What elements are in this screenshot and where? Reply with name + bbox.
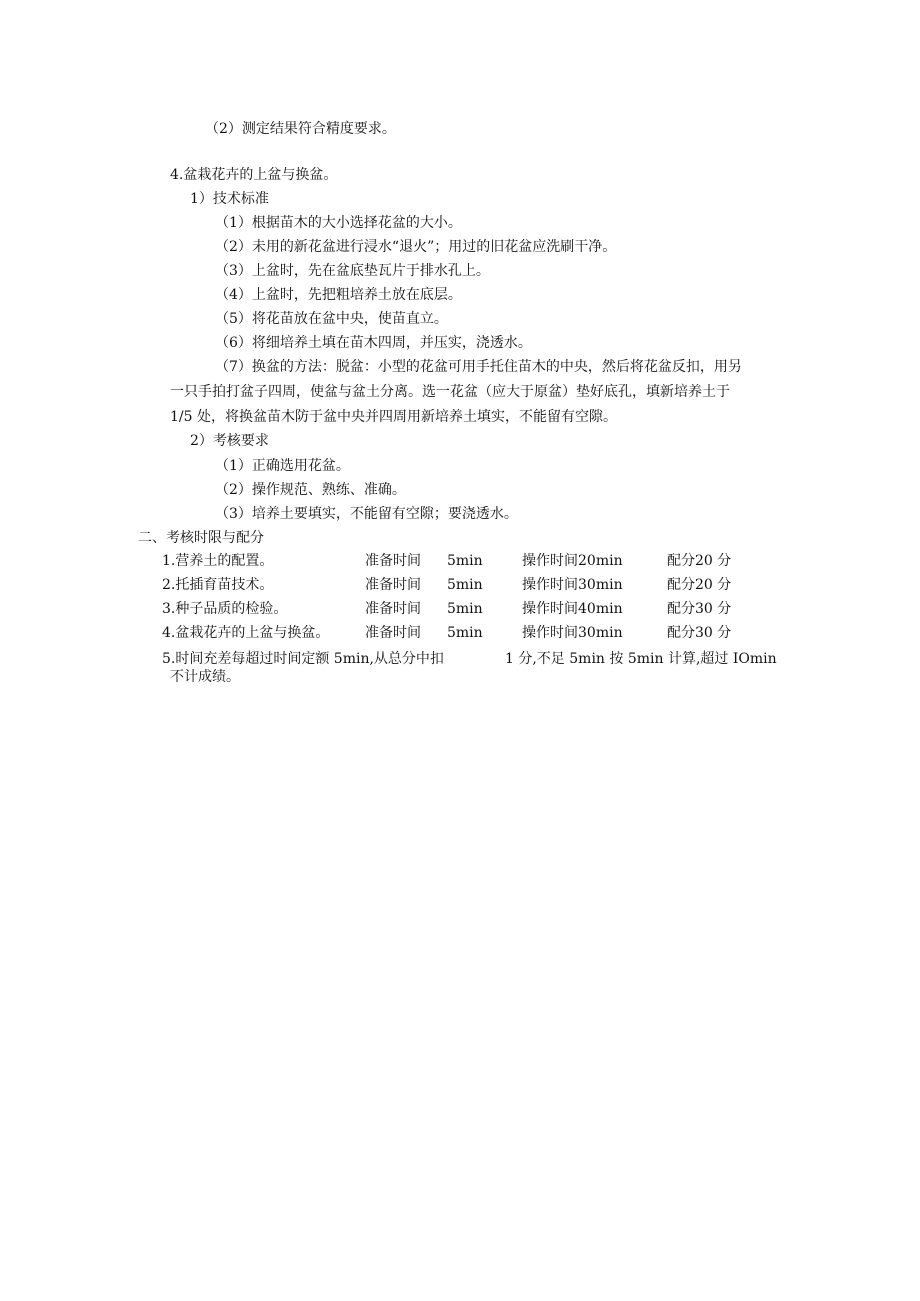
tech-item: （2）未用的新花盆进行浸水“退火”；用过的旧花盆应洗刷干净。 xyxy=(215,239,617,255)
task-name: 2.托插育苗技术。 xyxy=(162,577,274,593)
prep-label: 准备时间 xyxy=(365,625,421,641)
assess-heading: 2）考核要求 xyxy=(190,433,269,449)
assess-item: （3）培养土要填实，不能留有空隙；要浇透水。 xyxy=(215,506,518,522)
tech-heading: 1）技术标准 xyxy=(190,191,269,207)
top-item: （2）测定结果符合精度要求。 xyxy=(205,121,396,137)
prep-label: 准备时间 xyxy=(365,577,421,593)
prep-time: 5min xyxy=(447,601,483,617)
score: 配分20 分 xyxy=(667,553,732,569)
time-penalty-note: 5.时间充差每超过时间定额 5min,从总分中扣 xyxy=(162,651,444,667)
section2-heading: 二、考核时限与配分 xyxy=(138,530,264,546)
op-time: 操作时间30min xyxy=(522,625,623,641)
score: 配分30 分 xyxy=(667,625,732,641)
score: 配分30 分 xyxy=(667,601,732,617)
time-penalty-note: 1 分,不足 5min 按 5min 计算,超过 IOmin xyxy=(505,651,777,667)
assess-item: （1）正确选用花盆。 xyxy=(215,458,350,474)
task-name: 3.种子品质的检验。 xyxy=(162,601,288,617)
op-time: 操作时间20min xyxy=(522,553,623,569)
tech-item: （3）上盆时，先在盆底垫瓦片于排水孔上。 xyxy=(215,263,490,279)
tech-item: （5）将花苗放在盆中央，使苗直立。 xyxy=(215,311,448,327)
tech-item: （4）上盆时，先把粗培养土放在底层。 xyxy=(215,287,462,303)
tech-item: （1）根据苗木的大小选择花盆的大小。 xyxy=(215,215,462,231)
prep-time: 5min xyxy=(447,577,483,593)
assess-item: （2）操作规范、熟练、准确。 xyxy=(215,482,406,498)
prep-label: 准备时间 xyxy=(365,553,421,569)
prep-label: 准备时间 xyxy=(365,601,421,617)
prep-time: 5min xyxy=(447,625,483,641)
time-penalty-note: 不计成绩。 xyxy=(170,669,240,685)
score: 配分20 分 xyxy=(667,577,732,593)
item7-line: 一只手拍打盆子四周，使盆与盆土分离。选一花盆（应大于原盆）垫好底孔，填新培养土于 xyxy=(170,384,730,400)
prep-time: 5min xyxy=(447,553,483,569)
task-name: 1.营养土的配置。 xyxy=(162,553,274,569)
op-time: 操作时间40min xyxy=(522,601,623,617)
op-time: 操作时间30min xyxy=(522,577,623,593)
task-name: 4.盆栽花卉的上盆与换盆。 xyxy=(162,625,330,641)
tech-item: （6）将细培养土填在苗木四周，并压实，浇透水。 xyxy=(215,335,532,351)
item7-line: （7）换盆的方法：脱盆：小型的花盆可用手托住苗木的中央，然后将花盆反扣，用另 xyxy=(215,359,742,375)
item7-line: 1/5 处，将换盆苗木防于盆中央并四周用新培养土填实，不能留有空隙。 xyxy=(170,409,617,425)
section4-heading: 4.盆栽花卉的上盆与换盆。 xyxy=(170,167,338,183)
